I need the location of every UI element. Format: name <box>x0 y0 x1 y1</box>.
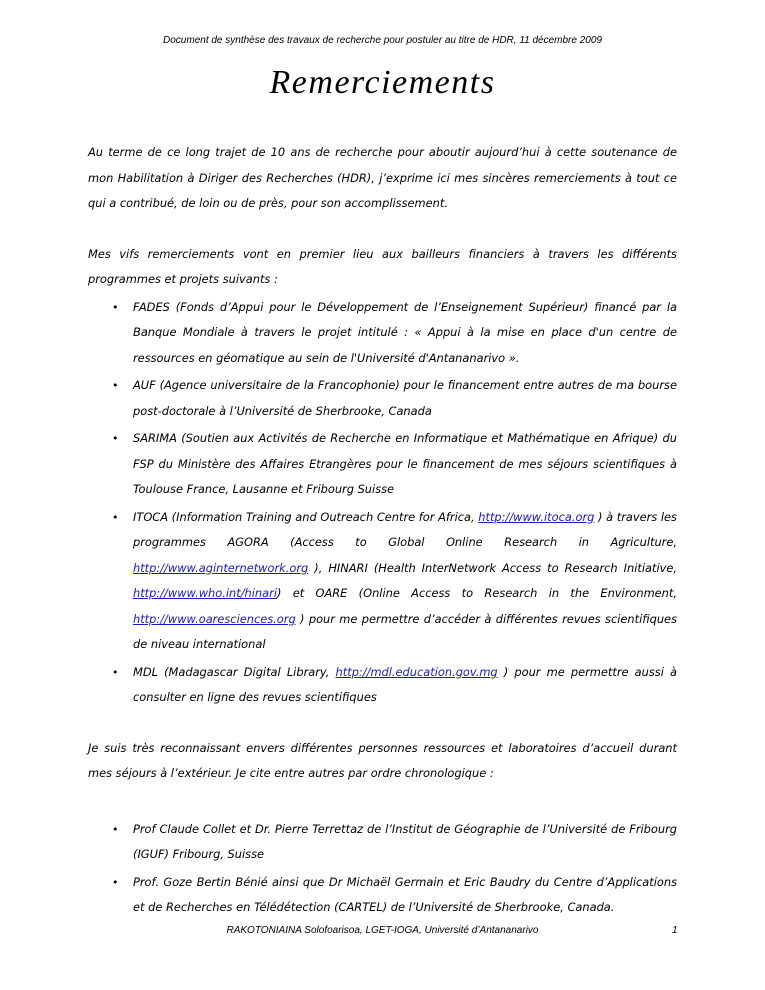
mdl-link[interactable]: http://mdl.education.gov.mg <box>335 664 498 679</box>
list-item-fades <box>88 295 677 372</box>
bullet-icon: • <box>112 875 119 889</box>
oaresciences-link[interactable]: http://www.oaresciences.org <box>133 611 296 626</box>
intro-paragraph: Au terme de ce long trajet de 10 ans de recherche pour aboutir aujourd’hui à cette soutenance de mon Habilitation à Diriger des Recherches (HDR), j’exprime ici mes sincères remerciements à tout ce qui a contribué, de loin ou de près, pour son accomplissement. <box>88 145 677 210</box>
list-item <box>88 817 677 868</box>
itoca-text-5: ) pour me permettre d’accéder à différentes revues scientifiques de niveau international <box>133 611 677 651</box>
itoca-text-2: ) à travers les programmes AGORA (Access to Global Online Research in Agriculture, <box>133 509 677 549</box>
list-item-text: Prof Claude Collet et Dr. Pierre Terrettaz de l’Institut de Géographie de l’Université de Fribourg (IGUF) Fribourg, Suisse <box>133 821 677 861</box>
persons-list <box>88 817 677 921</box>
page-number: 1 <box>672 925 678 936</box>
list-item-mdl <box>88 660 677 711</box>
hinari-link[interactable]: http://www.who.int/hinari <box>133 586 277 600</box>
page-header: Document de synthèse des travaux de recherche pour postuler au titre de HDR, 11 décembre 2009 <box>163 35 602 46</box>
list-item-text: AUF (Agence universitaire de la Francophonie) pour le financement entre autres de ma bourse post-doctorale à l’Université de Sherbrooke, Canada <box>133 378 677 418</box>
list-item-text: FADES (Fonds d’Appui pour le Développement de l’Enseignement Supérieur) financé par la Banque Mondiale à travers le projet intitulé : « Appui à la mise en place d'un centre de ressources en géomatique au sein de l'Université d'Antananarivo ». <box>133 299 677 365</box>
list-item-text: Prof. Goze Bertin Bénié ainsi que Dr Michaël Germain et Eric Baudry du Centre d’Applications et de Recherches en Télédétection (CARTEL) de l’Université de Sherbrooke, Canada. <box>133 874 677 914</box>
bullet-icon: • <box>112 300 119 314</box>
list-item <box>88 870 677 921</box>
bullet-icon: • <box>112 510 119 524</box>
funders-list <box>88 295 677 711</box>
mdl-text-2: ) pour me permettre aussi à consulter en ligne des revues scientifiques <box>133 664 677 704</box>
bullet-icon: • <box>112 432 119 445</box>
itoca-text-3: ), HINARI (Health InterNetwork Access to Research Initiative, <box>308 560 677 575</box>
document-body <box>88 140 677 921</box>
list-item-text: SARIMA (Soutien aux Activités de Recherche en Informatique et Mathématique en Afrique) du FSP du Ministère des Affaires Etrangères pour le financement de mes séjours scientifiques à Toulouse France, Lausanne et Fribourg Suisse <box>133 431 677 496</box>
funders-intro-paragraph: Mes vifs remerciements vont en premier lieu aux bailleurs financiers à travers les différents programmes et projets suivants : <box>88 246 677 286</box>
list-item-itoca <box>88 505 677 658</box>
bullet-icon: • <box>112 822 119 836</box>
persons-intro-paragraph: Je suis très reconnaissant envers différentes personnes ressources et laboratoires d’accueil durant mes séjours à l’extérieur. Je cite entre autres par ordre chronologique : <box>88 740 677 780</box>
page-title: Remerciements <box>269 64 496 101</box>
itoca-link[interactable]: http://www.itoca.org <box>478 509 595 524</box>
list-item-auf <box>88 373 677 424</box>
itoca-text-1: ITOCA (Information Training and Outreach Centre for Africa, <box>133 509 479 524</box>
bullet-icon: • <box>112 379 119 392</box>
list-item-sarima <box>88 426 677 503</box>
page-footer: RAKOTONIAINA Solofoarisoa, LGET-IOGA, Université d’Antananarivo <box>226 925 539 936</box>
mdl-text-1: MDL (Madagascar Digital Library, <box>133 664 336 679</box>
aginternetwork-link[interactable]: http://www.aginternetwork.org <box>133 560 309 575</box>
bullet-icon: • <box>112 665 119 679</box>
itoca-text-4: ) et OARE (Online Access to Research in the Environment, <box>276 586 677 600</box>
